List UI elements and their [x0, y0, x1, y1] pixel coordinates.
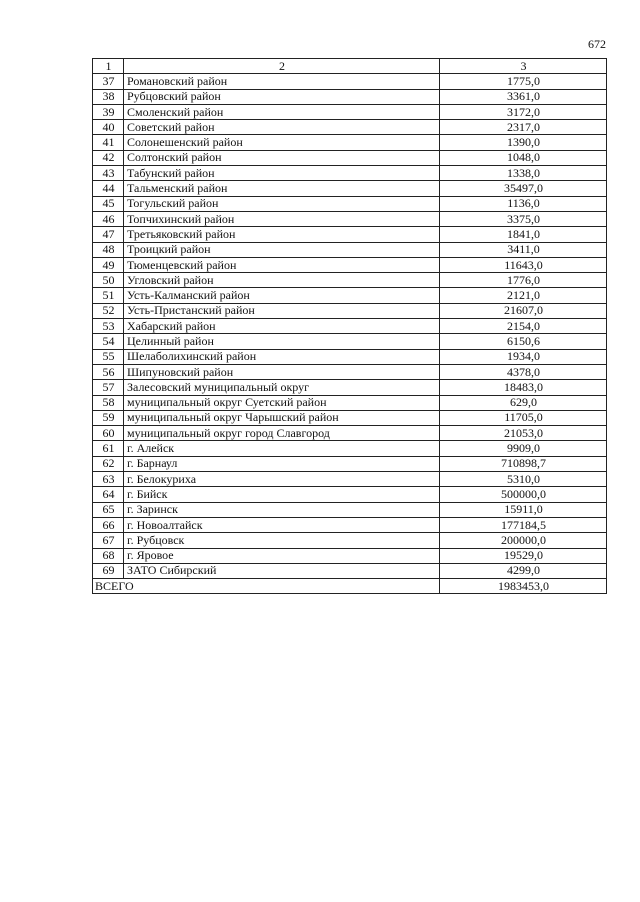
table-row — [93, 273, 607, 288]
row-name: муниципальный округ Суетский район — [124, 395, 440, 410]
table-row — [93, 364, 607, 379]
table-row — [93, 472, 607, 487]
row-name: Угловский район — [124, 273, 440, 288]
table-header-row — [93, 59, 607, 74]
row-number: 44 — [93, 181, 124, 196]
table-row — [93, 563, 607, 578]
row-number: 61 — [93, 441, 124, 456]
row-name: Солонешенский район — [124, 135, 440, 150]
row-value: 3375,0 — [440, 211, 607, 226]
header-col-2: 2 — [124, 59, 440, 74]
row-name: г. Яровое — [124, 548, 440, 563]
total-label: ВСЕГО — [93, 579, 440, 594]
row-value: 6150,6 — [440, 334, 607, 349]
row-value: 19529,0 — [440, 548, 607, 563]
table-row — [93, 517, 607, 532]
table-row — [93, 533, 607, 548]
row-value: 3411,0 — [440, 242, 607, 257]
row-number: 52 — [93, 303, 124, 318]
row-value: 1390,0 — [440, 135, 607, 150]
row-number: 40 — [93, 120, 124, 135]
table-row — [93, 166, 607, 181]
row-value: 3361,0 — [440, 89, 607, 104]
row-value: 18483,0 — [440, 380, 607, 395]
row-name: Залесовский муниципальный округ — [124, 380, 440, 395]
row-name: Смоленский район — [124, 104, 440, 119]
row-name: Третьяковский район — [124, 227, 440, 242]
row-value: 11705,0 — [440, 410, 607, 425]
budget-table — [92, 58, 607, 594]
table-row — [93, 120, 607, 135]
row-value: 500000,0 — [440, 487, 607, 502]
header-col-3: 3 — [440, 59, 607, 74]
row-name: г. Рубцовск — [124, 533, 440, 548]
table-row — [93, 257, 607, 272]
row-value: 177184,5 — [440, 517, 607, 532]
table-row — [93, 303, 607, 318]
row-number: 69 — [93, 563, 124, 578]
table-row — [93, 211, 607, 226]
table-row — [93, 150, 607, 165]
row-value: 5310,0 — [440, 472, 607, 487]
table-row — [93, 74, 607, 89]
row-name: Шипуновский район — [124, 364, 440, 379]
row-name: г. Белокуриха — [124, 472, 440, 487]
row-value: 35497,0 — [440, 181, 607, 196]
row-name: г. Бийск — [124, 487, 440, 502]
row-number: 54 — [93, 334, 124, 349]
row-name: ЗАТО Сибирский — [124, 563, 440, 578]
table-row — [93, 349, 607, 364]
table-row — [93, 319, 607, 334]
table-row — [93, 181, 607, 196]
row-number: 42 — [93, 150, 124, 165]
row-number: 57 — [93, 380, 124, 395]
table-row — [93, 395, 607, 410]
row-name: Топчихинский район — [124, 211, 440, 226]
row-number: 56 — [93, 364, 124, 379]
row-value: 11643,0 — [440, 257, 607, 272]
row-number: 46 — [93, 211, 124, 226]
row-value: 21053,0 — [440, 426, 607, 441]
row-value: 1776,0 — [440, 273, 607, 288]
row-name: г. Барнаул — [124, 456, 440, 471]
row-name: муниципальный округ город Славгород — [124, 426, 440, 441]
table-row — [93, 456, 607, 471]
table-row — [93, 426, 607, 441]
table-row — [93, 441, 607, 456]
row-value: 3172,0 — [440, 104, 607, 119]
row-value: 2154,0 — [440, 319, 607, 334]
table-row — [93, 196, 607, 211]
row-number: 39 — [93, 104, 124, 119]
row-value: 710898,7 — [440, 456, 607, 471]
row-name: Усть-Калманский район — [124, 288, 440, 303]
row-number: 38 — [93, 89, 124, 104]
row-value: 4378,0 — [440, 364, 607, 379]
row-number: 55 — [93, 349, 124, 364]
table-row — [93, 242, 607, 257]
table-row — [93, 135, 607, 150]
row-name: Тогульский район — [124, 196, 440, 211]
row-name: Рубцовский район — [124, 89, 440, 104]
row-name: Тальменский район — [124, 181, 440, 196]
row-number: 68 — [93, 548, 124, 563]
header-col-1: 1 — [93, 59, 124, 74]
row-value: 9909,0 — [440, 441, 607, 456]
row-number: 41 — [93, 135, 124, 150]
row-name: г. Новоалтайск — [124, 517, 440, 532]
row-number: 43 — [93, 166, 124, 181]
table-row — [93, 380, 607, 395]
row-number: 53 — [93, 319, 124, 334]
row-name: Шелаболихинский район — [124, 349, 440, 364]
row-number: 37 — [93, 74, 124, 89]
row-name: Солтонский район — [124, 150, 440, 165]
row-name: Целинный район — [124, 334, 440, 349]
table-body — [93, 74, 607, 579]
table-row — [93, 89, 607, 104]
table-row — [93, 334, 607, 349]
row-value: 4299,0 — [440, 563, 607, 578]
row-name: Троицкий район — [124, 242, 440, 257]
total-value: 1983453,0 — [440, 579, 607, 594]
row-name: Романовский район — [124, 74, 440, 89]
row-number: 47 — [93, 227, 124, 242]
row-name: Табунский район — [124, 166, 440, 181]
row-value: 1934,0 — [440, 349, 607, 364]
row-value: 200000,0 — [440, 533, 607, 548]
row-number: 45 — [93, 196, 124, 211]
total-row — [93, 579, 607, 594]
row-number: 62 — [93, 456, 124, 471]
table-row — [93, 548, 607, 563]
table-row — [93, 410, 607, 425]
row-name: г. Алейск — [124, 441, 440, 456]
table-row — [93, 288, 607, 303]
table-row — [93, 227, 607, 242]
table-row — [93, 104, 607, 119]
row-value: 1338,0 — [440, 166, 607, 181]
row-value: 21607,0 — [440, 303, 607, 318]
row-number: 65 — [93, 502, 124, 517]
row-value: 2317,0 — [440, 120, 607, 135]
row-value: 15911,0 — [440, 502, 607, 517]
row-name: муниципальный округ Чарышский район — [124, 410, 440, 425]
table-row — [93, 487, 607, 502]
row-number: 64 — [93, 487, 124, 502]
row-number: 63 — [93, 472, 124, 487]
row-number: 58 — [93, 395, 124, 410]
row-name: Усть-Пристанский район — [124, 303, 440, 318]
row-value: 1775,0 — [440, 74, 607, 89]
row-value: 1048,0 — [440, 150, 607, 165]
row-name: Хабарский район — [124, 319, 440, 334]
row-value: 2121,0 — [440, 288, 607, 303]
row-name: Советский район — [124, 120, 440, 135]
row-value: 629,0 — [440, 395, 607, 410]
row-name: Тюменцевский район — [124, 257, 440, 272]
row-number: 51 — [93, 288, 124, 303]
row-number: 67 — [93, 533, 124, 548]
row-number: 48 — [93, 242, 124, 257]
row-value: 1841,0 — [440, 227, 607, 242]
table-row — [93, 502, 607, 517]
row-value: 1136,0 — [440, 196, 607, 211]
row-number: 66 — [93, 517, 124, 532]
page-number: 672 — [588, 37, 606, 51]
row-number: 50 — [93, 273, 124, 288]
row-number: 59 — [93, 410, 124, 425]
row-number: 60 — [93, 426, 124, 441]
row-name: г. Заринск — [124, 502, 440, 517]
row-number: 49 — [93, 257, 124, 272]
